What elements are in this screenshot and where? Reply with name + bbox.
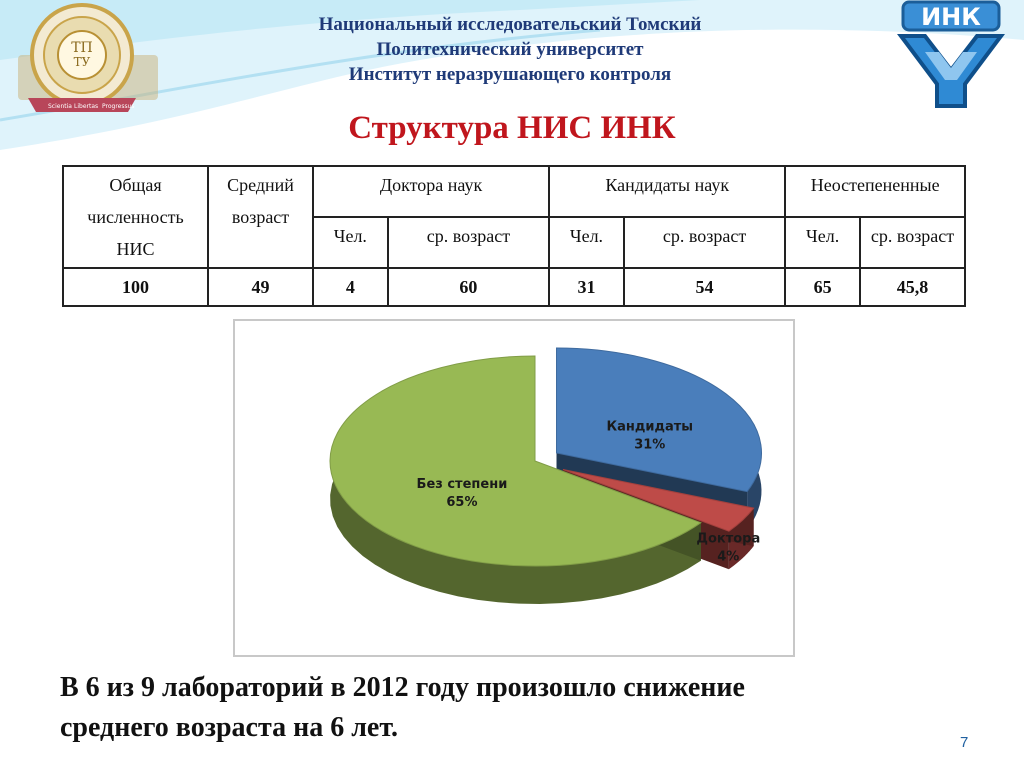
subheader-count: Чел. [785,217,860,268]
svg-text:Scientia: Scientia [48,103,72,110]
value-no-degree-age: 45,8 [860,268,965,306]
pie-label-name-2: Доктора [696,531,761,547]
value-candidates-age: 54 [624,268,785,306]
value-avg-age: 49 [208,268,313,306]
header-avg-age: Средний возраст [208,166,313,268]
header-line-3: Институт неразрушающего контроля [348,64,672,85]
header-line-1: Национальный исследовательский Томский [318,14,702,35]
footer-note [60,668,960,748]
header-total: Общая численность НИС [63,166,208,268]
header-candidates: Кандидаты наук [549,166,785,217]
svg-text:Libertas: Libertas [74,103,99,110]
pie-label-name-1: Кандидаты [606,419,694,435]
university-emblem [8,0,168,125]
header-no-degree: Неостепененные [785,166,965,217]
pie-label-value-1: 31% [634,437,666,453]
pie-label-value-2: 4% [717,549,740,565]
pie-chart-svg [235,321,793,655]
pie-chart [233,319,795,657]
footer-line-1: В 6 из 9 лабораторий в 2012 году произошло снижение [60,672,745,703]
value-total: 100 [63,268,208,306]
institution-header [220,12,800,87]
svg-text:ТП: ТП [71,40,93,56]
ink-logo [895,0,1007,112]
pie-label-name-3: Без степени [416,477,508,493]
staff-structure-table [62,165,966,307]
svg-text:ТУ: ТУ [73,55,91,69]
value-doctors-age: 60 [388,268,549,306]
value-candidates-count: 31 [549,268,624,306]
pie-label-value-3: 65% [446,495,478,511]
subheader-age: ср. возраст [624,217,785,268]
header-doctors: Доктора наук [313,166,549,217]
value-no-degree-count: 65 [785,268,860,306]
value-doctors-count: 4 [313,268,388,306]
svg-text:ИНК: ИНК [921,3,981,31]
footer-line-2: среднего возраста на 6 лет. [60,712,398,743]
header-line-2: Политехнический университет [376,39,644,60]
subheader-age: ср. возраст [860,217,965,268]
subheader-count: Чел. [313,217,388,268]
subheader-count: Чел. [549,217,624,268]
subheader-age: ср. возраст [388,217,549,268]
page-number: 7 [960,734,969,751]
svg-text:Progressus: Progressus [102,103,135,110]
slide-title: Структура НИС ИНК [348,110,676,146]
